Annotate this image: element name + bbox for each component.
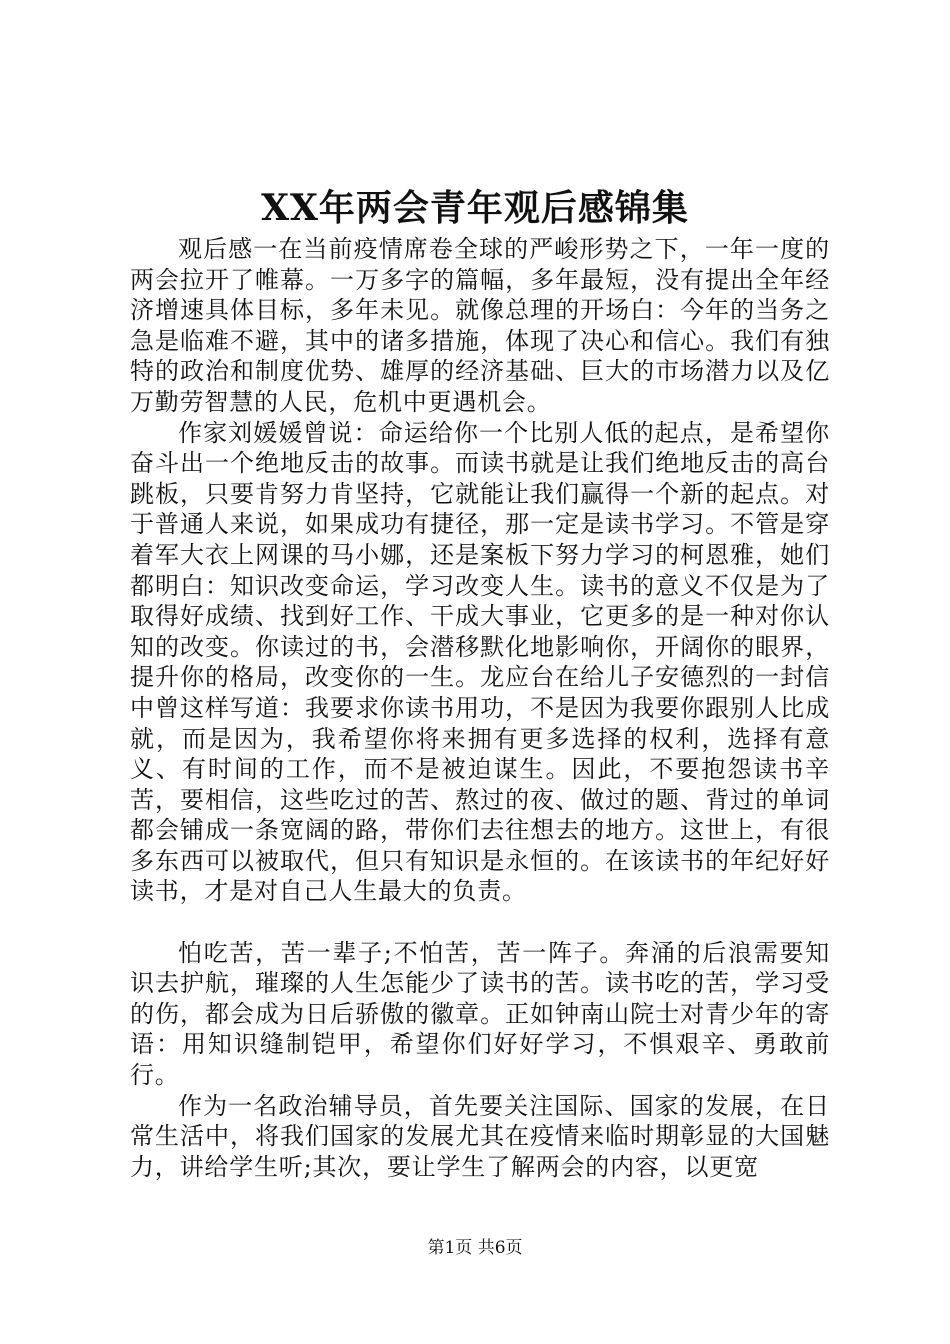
document-title: XX年两会青年观后感锦集	[261, 187, 689, 229]
paragraph-2: 作家刘媛媛曾说：命运给你一个比别人低的起点，是希望你奋斗出一个绝地反击的故事。而读书就是让我们绝地反击的高台跳板，只要肯努力肯坚持，它就能让我们赢得一个新的起点。对于普通人来说，如果成功有捷径，那一定是读书学习。不管是穿着军大衣上网课的马小娜，还是案板下努力学习的柯恩雅，她们都明白：知识改变命运，学习改变人生。读书的意义不仅是为了取得好成绩、找到好工作、干成大事业，它更多的是一种对你认知的改变。你读过的书，会潜移默化地影响你，开阔你的眼界，提升你的格局，改变你的一生。龙应台在给儿子安德烈的一封信中曾这样写道：我要求你读书用功，不是因为我要你跟别人比成就，而是因为，我希望你将来拥有更多选择的权利，选择有意义、有时间的工作，而不是被迫谋生。因此，不要抱怨读书辛苦，要相信，这些吃过的苦、熬过的夜、做过的题、背过的单词都会铺成一条宽阔的路，带你们去往想去的地方。这世上，有很多东西可以被取代，但只有知识是永恒的。在该读书的年纪好好读书，才是对自己人生最大的负责。	[130, 418, 830, 906]
paragraph-1: 观后感一在当前疫情席卷全球的严峻形势之下，一年一度的两会拉开了帷幕。一万多字的篇幅，多年最短，没有提出全年经济增速具体目标，多年未见。就像总理的开场白：今年的当务之急是临难不避，其中的诸多措施，体现了决心和信心。我们有独特的政治和制度优势、雄厚的经济基础、巨大的市场潜力以及亿万勤劳智慧的人民，危机中更遇机会。	[130, 235, 830, 416]
document-body	[130, 234, 830, 1182]
page-footer: 第1页 共6页	[427, 1238, 523, 1258]
paragraph-spacer	[130, 907, 830, 938]
paragraph-4: 作为一名政治辅导员，首先要关注国际、国家的发展，在日常生活中，将我们国家的发展尤其在疫情来临时期彰显的大国魅力，讲给学生听;其次，要让学生了解两会的内容，以更宽	[130, 1091, 830, 1181]
paragraph-3: 怕吃苦，苦一辈子;不怕苦，苦一阵子。奔涌的后浪需要知识去护航，璀璨的人生怎能少了读书的苦。读书吃的苦，学习受的伤，都会成为日后骄傲的徽章。正如钟南山院士对青少年的寄语：用知识缝制铠甲，希望你们好好学习，不惧艰辛、勇敢前行。	[130, 938, 830, 1090]
